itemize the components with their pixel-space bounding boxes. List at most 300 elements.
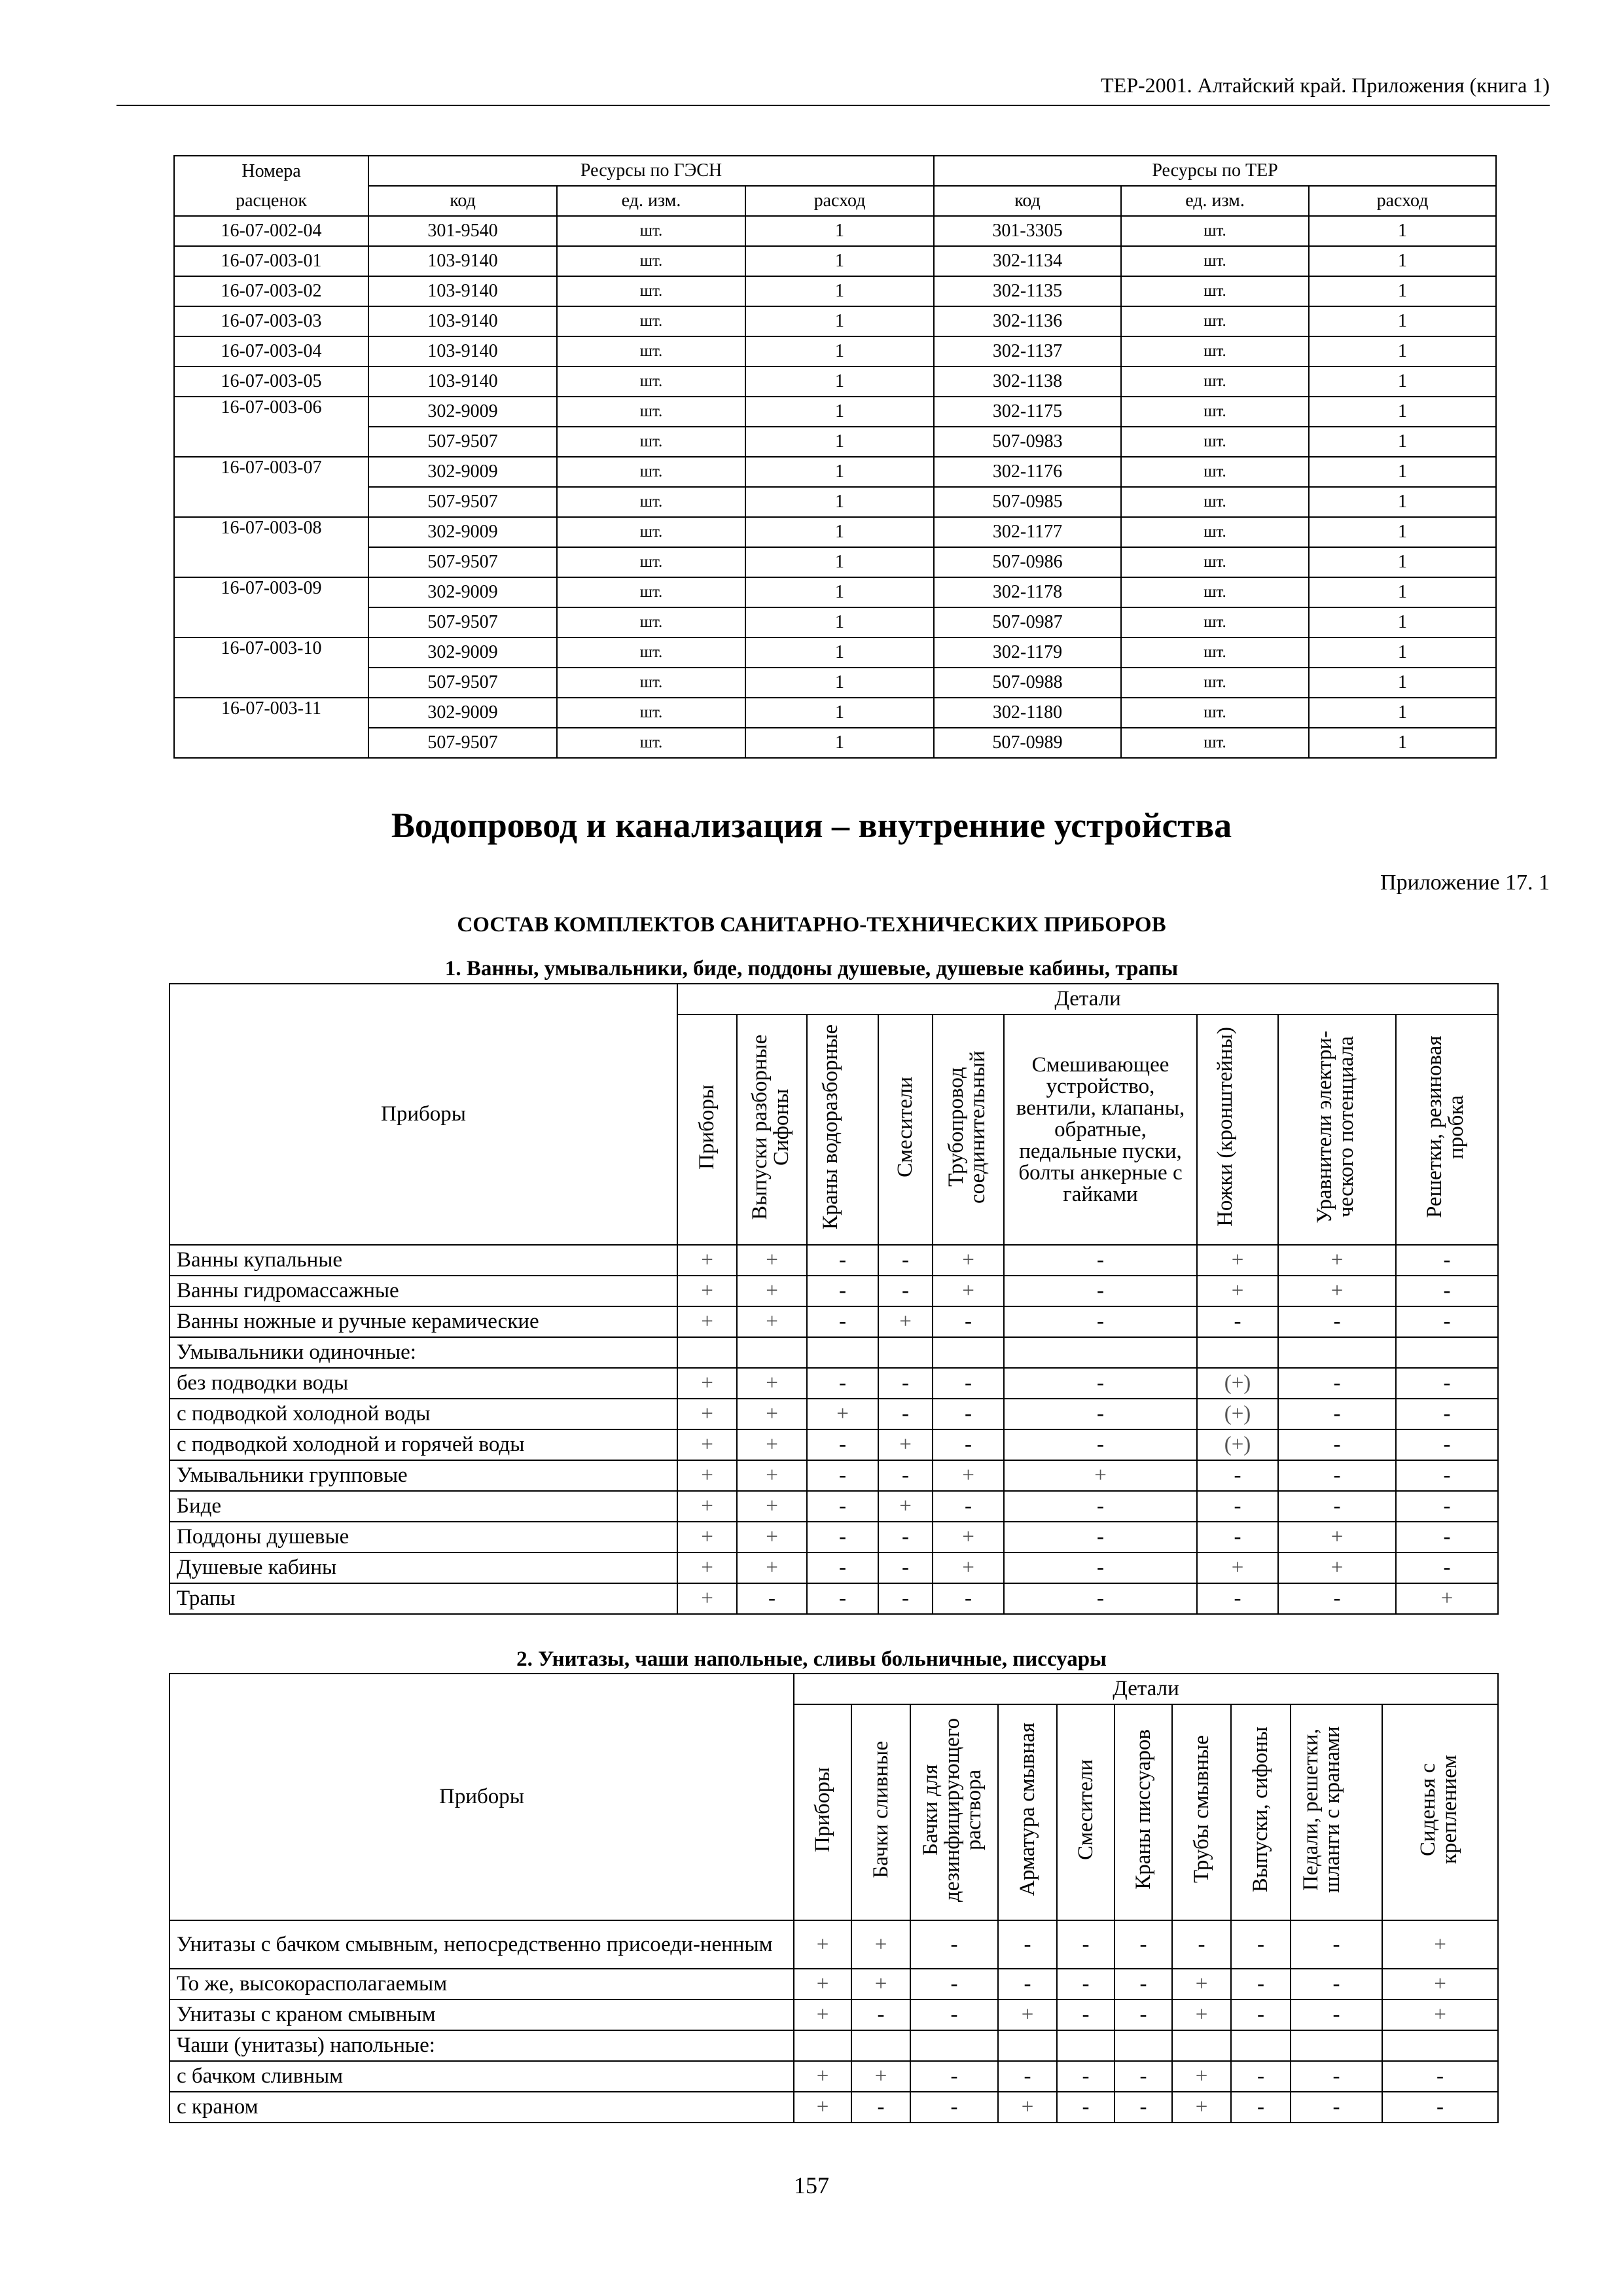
rate-number: 16-07-003-09 <box>174 577 368 637</box>
table-row <box>174 668 1496 698</box>
rate-number: 16-07-003-02 <box>174 276 368 306</box>
gesn-code: 302-9009 <box>368 698 557 728</box>
component-mark: - <box>910 2061 998 2092</box>
rate-number: 16-07-003-10 <box>174 637 368 698</box>
component-mark: + <box>794 2061 851 2092</box>
ter-code: 302-1178 <box>934 577 1121 607</box>
ter-unit: шт. <box>1121 306 1309 336</box>
component-mark: - <box>1278 1399 1396 1429</box>
header-rule <box>116 105 1550 106</box>
ter-code: 507-0989 <box>934 728 1121 758</box>
gesn-amount: 1 <box>745 668 934 698</box>
ter-code: 302-1137 <box>934 336 1121 367</box>
component-mark: + <box>794 2000 851 2030</box>
gesn-amount: 1 <box>745 427 934 457</box>
ter-unit: шт. <box>1121 698 1309 728</box>
component-mark: - <box>910 2000 998 2030</box>
gesn-code: 507-9507 <box>368 427 557 457</box>
fixture-name: с краном <box>169 2092 794 2123</box>
component-mark: + <box>677 1245 737 1276</box>
table-row <box>174 276 1496 306</box>
table-2-subtitle: 1. Ванны, умывальники, биде, поддоны душевые, душевые кабины, трапы <box>444 957 1179 980</box>
column-header: Бачки для дезинфицирующего раствора <box>910 1704 998 1920</box>
column-header: Выпуски разборные Сифоны <box>737 1014 807 1245</box>
ter-unit: шт. <box>1121 336 1309 367</box>
component-mark: - <box>1197 1522 1278 1552</box>
table-row <box>174 427 1496 457</box>
gesn-amount: 1 <box>745 517 934 547</box>
table-row <box>169 1337 1498 1368</box>
column-header: Решетки, резиновая пробка <box>1396 1014 1498 1245</box>
component-mark: - <box>1197 1306 1278 1337</box>
ter-code: 507-0988 <box>934 668 1121 698</box>
component-mark: - <box>1396 1245 1498 1276</box>
table-row <box>169 2030 1498 2061</box>
component-mark <box>998 2030 1057 2061</box>
header-ter: Ресурсы по ТЕР <box>934 156 1496 186</box>
rate-number: 16-07-003-01 <box>174 246 368 276</box>
fixture-name: с подводкой холодной и горячей воды <box>169 1429 677 1460</box>
fixture-name: с бачком сливным <box>169 2061 794 2092</box>
column-header: Сиденья с креплением <box>1382 1704 1498 1920</box>
component-mark: - <box>851 2092 910 2123</box>
table-row <box>174 216 1496 246</box>
gesn-unit: шт. <box>557 457 745 487</box>
component-mark: - <box>910 1969 998 2000</box>
gesn-unit: шт. <box>557 547 745 577</box>
component-mark: + <box>933 1460 1004 1491</box>
fixture-name: Поддоны душевые <box>169 1522 677 1552</box>
component-mark: + <box>878 1306 933 1337</box>
component-mark: + <box>1172 2061 1231 2092</box>
component-mark: - <box>878 1245 933 1276</box>
gesn-amount: 1 <box>745 577 934 607</box>
gesn-code: 103-9140 <box>368 246 557 276</box>
component-mark: + <box>737 1368 807 1399</box>
component-mark: + <box>737 1522 807 1552</box>
composition-title: СОСТАВ КОМПЛЕКТОВ САНИТАРНО-ТЕХНИЧЕСКИХ ПРИБОРОВ <box>457 913 1166 937</box>
rate-number: 16-07-003-05 <box>174 367 368 397</box>
component-mark: + <box>933 1552 1004 1583</box>
ter-amount: 1 <box>1309 457 1496 487</box>
ter-unit: шт. <box>1121 246 1309 276</box>
gesn-code: 302-9009 <box>368 517 557 547</box>
table-row <box>169 1276 1498 1306</box>
gesn-code: 507-9507 <box>368 728 557 758</box>
component-mark: - <box>1004 1552 1197 1583</box>
fixture-name: Умывальники групповые <box>169 1460 677 1491</box>
component-mark: - <box>807 1491 878 1522</box>
component-mark: - <box>933 1368 1004 1399</box>
gesn-unit: шт. <box>557 698 745 728</box>
table-row <box>174 487 1496 517</box>
page-number: 157 <box>794 2172 829 2198</box>
component-mark: - <box>878 1552 933 1583</box>
component-mark: - <box>1057 2061 1115 2092</box>
ter-amount: 1 <box>1309 276 1496 306</box>
ter-amount: 1 <box>1309 367 1496 397</box>
gesn-unit: шт. <box>557 336 745 367</box>
component-mark: - <box>807 1245 878 1276</box>
details-header: Детали <box>794 1674 1498 1704</box>
ter-code: 507-0983 <box>934 427 1121 457</box>
component-mark: - <box>807 1429 878 1460</box>
component-mark: + <box>737 1276 807 1306</box>
gesn-code: 103-9140 <box>368 306 557 336</box>
column-header: Краны водоразборные <box>807 1014 878 1245</box>
table-row <box>169 1552 1498 1583</box>
component-mark: + <box>737 1399 807 1429</box>
gesn-code: 302-9009 <box>368 577 557 607</box>
header-gesn-amount: расход <box>745 186 934 216</box>
header-gesn: Ресурсы по ГЭСН <box>368 156 934 186</box>
gesn-amount: 1 <box>745 607 934 637</box>
component-mark: + <box>737 1306 807 1337</box>
ter-code: 302-1179 <box>934 637 1121 668</box>
header-number-1: Номера <box>174 156 368 186</box>
table-row <box>169 1306 1498 1337</box>
table-row <box>174 577 1496 607</box>
ter-code: 302-1138 <box>934 367 1121 397</box>
gesn-amount: 1 <box>745 306 934 336</box>
running-header: ТЕР-2001. Алтайский край. Приложения (книга 1) <box>1101 73 1550 97</box>
gesn-amount: 1 <box>745 457 934 487</box>
ter-unit: шт. <box>1121 216 1309 246</box>
ter-unit: шт. <box>1121 367 1309 397</box>
component-mark: - <box>1396 1276 1498 1306</box>
gesn-amount: 1 <box>745 336 934 367</box>
component-mark: - <box>807 1306 878 1337</box>
pribory-header: Приборы <box>169 984 677 1245</box>
gesn-unit: шт. <box>557 517 745 547</box>
section-title: Водопровод и канализация – внутренние устройства <box>391 806 1232 845</box>
ter-amount: 1 <box>1309 547 1496 577</box>
component-mark: + <box>851 1969 910 2000</box>
gesn-amount: 1 <box>745 698 934 728</box>
component-mark: - <box>878 1522 933 1552</box>
component-mark: - <box>1291 1920 1382 1969</box>
rate-number: 16-07-003-07 <box>174 457 368 517</box>
component-mark: - <box>933 1491 1004 1522</box>
gesn-unit: шт. <box>557 668 745 698</box>
table-row <box>169 1522 1498 1552</box>
component-mark: + <box>1172 2000 1231 2030</box>
gesn-unit: шт. <box>557 487 745 517</box>
component-mark: + <box>677 1276 737 1306</box>
rate-number: 16-07-003-08 <box>174 517 368 577</box>
component-mark: (+) <box>1197 1399 1278 1429</box>
ter-unit: шт. <box>1121 487 1309 517</box>
ter-amount: 1 <box>1309 577 1496 607</box>
appendix-label: Приложение 17. 1 <box>1380 870 1550 895</box>
ter-unit: шт. <box>1121 397 1309 427</box>
fixture-name: Унитазы с бачком смывным, непосредственно присоеди-ненным <box>169 1920 794 1969</box>
component-mark <box>1396 1337 1498 1368</box>
component-mark: - <box>878 1583 933 1614</box>
component-mark <box>910 2030 998 2061</box>
component-mark: - <box>1278 1583 1396 1614</box>
component-mark: - <box>851 2000 910 2030</box>
column-header: Смесители <box>1057 1704 1115 1920</box>
gesn-amount: 1 <box>745 547 934 577</box>
component-mark: + <box>677 1399 737 1429</box>
ter-code: 302-1175 <box>934 397 1121 427</box>
component-mark: + <box>933 1276 1004 1306</box>
column-header: Ножки (кронштейны) <box>1197 1014 1278 1245</box>
table-row <box>169 1969 1498 2000</box>
table-row <box>169 1245 1498 1276</box>
ter-code: 507-0987 <box>934 607 1121 637</box>
ter-unit: шт. <box>1121 276 1309 306</box>
table-row <box>174 517 1496 547</box>
table-row <box>174 607 1496 637</box>
fixture-name: То же, высокорасполагаемым <box>169 1969 794 2000</box>
component-mark: - <box>1197 1460 1278 1491</box>
ter-unit: шт. <box>1121 457 1309 487</box>
component-mark <box>1115 2030 1172 2061</box>
fixture-name: без подводки воды <box>169 1368 677 1399</box>
component-mark: - <box>1231 1969 1291 2000</box>
component-mark: - <box>1115 1969 1172 2000</box>
component-mark <box>1291 2030 1382 2061</box>
ter-code: 302-1135 <box>934 276 1121 306</box>
component-mark: - <box>1396 1429 1498 1460</box>
ter-amount: 1 <box>1309 728 1496 758</box>
component-mark: + <box>1382 1920 1498 1969</box>
component-mark: - <box>1004 1491 1197 1522</box>
component-mark: + <box>878 1429 933 1460</box>
header-ter-code: код <box>934 186 1121 216</box>
fixture-name: Чаши (унитазы) напольные: <box>169 2030 794 2061</box>
rate-number: 16-07-003-04 <box>174 336 368 367</box>
gesn-code: 302-9009 <box>368 637 557 668</box>
component-mark: + <box>1197 1276 1278 1306</box>
component-mark: + <box>998 2000 1057 2030</box>
component-mark: - <box>878 1460 933 1491</box>
fixture-name: с подводкой холодной воды <box>169 1399 677 1429</box>
component-mark: + <box>1396 1583 1498 1614</box>
component-mark: - <box>1231 2000 1291 2030</box>
rate-number: 16-07-003-03 <box>174 306 368 336</box>
ter-code: 302-1177 <box>934 517 1121 547</box>
ter-code: 507-0985 <box>934 487 1121 517</box>
component-mark: - <box>933 1399 1004 1429</box>
fixture-name: Душевые кабины <box>169 1552 677 1583</box>
ter-unit: шт. <box>1121 607 1309 637</box>
component-mark: + <box>677 1522 737 1552</box>
gesn-code: 103-9140 <box>368 367 557 397</box>
gesn-unit: шт. <box>557 276 745 306</box>
gesn-unit: шт. <box>557 577 745 607</box>
component-mark: - <box>1115 1920 1172 1969</box>
component-mark <box>1172 2030 1231 2061</box>
component-mark: + <box>677 1368 737 1399</box>
component-mark: - <box>1291 1969 1382 2000</box>
component-mark: - <box>1197 1491 1278 1522</box>
component-mark: - <box>1115 2000 1172 2030</box>
column-header: Педали, решетки, шланги с кранами <box>1291 1704 1382 1920</box>
resource-mapping-table <box>173 155 1497 759</box>
component-mark <box>1197 1337 1278 1368</box>
component-mark: - <box>1004 1276 1197 1306</box>
gesn-unit: шт. <box>557 607 745 637</box>
component-mark: - <box>1291 2061 1382 2092</box>
bath-fixtures-table <box>169 983 1499 1615</box>
component-mark: - <box>933 1583 1004 1614</box>
table-row <box>174 457 1496 487</box>
component-mark: + <box>933 1245 1004 1276</box>
ter-amount: 1 <box>1309 607 1496 637</box>
component-mark: + <box>1382 1969 1498 2000</box>
table-row <box>169 1368 1498 1399</box>
gesn-code: 302-9009 <box>368 397 557 427</box>
table-row <box>169 2061 1498 2092</box>
component-mark <box>677 1337 737 1368</box>
component-mark: - <box>807 1276 878 1306</box>
component-mark: + <box>1278 1276 1396 1306</box>
component-mark: + <box>1278 1552 1396 1583</box>
table-row <box>169 2000 1498 2030</box>
column-header: Уравнители электри-ческого потенциала <box>1278 1014 1396 1245</box>
component-mark: - <box>933 1306 1004 1337</box>
header-number-2: расценок <box>174 186 368 216</box>
component-mark <box>851 2030 910 2061</box>
table-row <box>169 1460 1498 1491</box>
gesn-code: 103-9140 <box>368 336 557 367</box>
component-mark: - <box>1057 1969 1115 2000</box>
fixture-name: Трапы <box>169 1583 677 1614</box>
component-mark <box>1057 2030 1115 2061</box>
gesn-unit: шт. <box>557 728 745 758</box>
column-header: Бачки сливные <box>851 1704 910 1920</box>
component-mark: + <box>807 1399 878 1429</box>
component-mark: - <box>1231 2061 1291 2092</box>
component-mark: - <box>1004 1522 1197 1552</box>
table-row <box>169 1920 1498 1969</box>
component-mark: - <box>737 1583 807 1614</box>
component-mark <box>794 2030 851 2061</box>
component-mark: + <box>851 1920 910 1969</box>
gesn-amount: 1 <box>745 487 934 517</box>
component-mark: + <box>1172 2092 1231 2123</box>
component-mark: + <box>677 1491 737 1522</box>
component-mark: - <box>1004 1429 1197 1460</box>
component-mark: - <box>1278 1306 1396 1337</box>
gesn-code: 507-9507 <box>368 668 557 698</box>
gesn-unit: шт. <box>557 637 745 668</box>
table-row <box>174 728 1496 758</box>
ter-amount: 1 <box>1309 668 1496 698</box>
column-header: Краны писсуаров <box>1115 1704 1172 1920</box>
component-mark: - <box>1057 2000 1115 2030</box>
component-mark: + <box>677 1429 737 1460</box>
component-mark: - <box>1278 1460 1396 1491</box>
ter-code: 302-1180 <box>934 698 1121 728</box>
component-mark: - <box>910 1920 998 1969</box>
component-mark: - <box>807 1368 878 1399</box>
component-mark: - <box>1382 2061 1498 2092</box>
ter-unit: шт. <box>1121 637 1309 668</box>
fixture-name: Ванны купальные <box>169 1245 677 1276</box>
component-mark: + <box>794 2092 851 2123</box>
component-mark: - <box>1396 1368 1498 1399</box>
component-mark: + <box>933 1522 1004 1552</box>
table-row <box>169 1429 1498 1460</box>
gesn-code: 302-9009 <box>368 457 557 487</box>
column-header: Смешивающее устройство, вентили, клапаны, обратные, педальные пуски, болты анкерные с гайками <box>1004 1014 1197 1245</box>
component-mark: + <box>737 1245 807 1276</box>
ter-amount: 1 <box>1309 517 1496 547</box>
component-mark: - <box>1115 2061 1172 2092</box>
component-mark: - <box>1004 1583 1197 1614</box>
component-mark <box>1382 2030 1498 2061</box>
component-mark: - <box>998 1920 1057 1969</box>
gesn-code: 507-9507 <box>368 487 557 517</box>
column-header: Смесители <box>878 1014 933 1245</box>
table-row <box>174 336 1496 367</box>
component-mark: - <box>807 1583 878 1614</box>
component-mark: - <box>1278 1491 1396 1522</box>
ter-unit: шт. <box>1121 427 1309 457</box>
component-mark: - <box>1382 2092 1498 2123</box>
component-mark: - <box>878 1399 933 1429</box>
ter-code: 302-1134 <box>934 246 1121 276</box>
component-mark: + <box>737 1491 807 1522</box>
component-mark: - <box>933 1429 1004 1460</box>
gesn-amount: 1 <box>745 246 934 276</box>
component-mark: - <box>1197 1583 1278 1614</box>
column-header: Приборы <box>794 1704 851 1920</box>
table-row <box>169 1583 1498 1614</box>
component-mark: - <box>807 1552 878 1583</box>
gesn-amount: 1 <box>745 367 934 397</box>
component-mark: (+) <box>1197 1429 1278 1460</box>
pribory-header: Приборы <box>169 1674 794 1920</box>
component-mark: + <box>1004 1460 1197 1491</box>
ter-unit: шт. <box>1121 577 1309 607</box>
component-mark: - <box>1057 1920 1115 1969</box>
gesn-amount: 1 <box>745 728 934 758</box>
header-ter-unit: ед. изм. <box>1121 186 1309 216</box>
fixture-name: Умывальники одиночные: <box>169 1337 677 1368</box>
gesn-amount: 1 <box>745 397 934 427</box>
component-mark: - <box>1291 2092 1382 2123</box>
component-mark: - <box>998 1969 1057 2000</box>
component-mark: - <box>1396 1552 1498 1583</box>
component-mark <box>1004 1337 1197 1368</box>
component-mark: - <box>878 1368 933 1399</box>
rate-number: 16-07-002-04 <box>174 216 368 246</box>
component-mark: - <box>807 1460 878 1491</box>
fixture-name: Биде <box>169 1491 677 1522</box>
component-mark: + <box>677 1583 737 1614</box>
component-mark <box>1231 2030 1291 2061</box>
component-mark: + <box>998 2092 1057 2123</box>
ter-amount: 1 <box>1309 336 1496 367</box>
ter-amount: 1 <box>1309 246 1496 276</box>
component-mark: - <box>1396 1399 1498 1429</box>
component-mark: - <box>1278 1368 1396 1399</box>
ter-amount: 1 <box>1309 427 1496 457</box>
component-mark: - <box>1231 2092 1291 2123</box>
component-mark: + <box>737 1552 807 1583</box>
ter-amount: 1 <box>1309 397 1496 427</box>
component-mark: + <box>677 1306 737 1337</box>
table-3-subtitle: 2. Унитазы, чаши напольные, сливы больничные, писсуары <box>516 1647 1107 1671</box>
gesn-code: 507-9507 <box>368 547 557 577</box>
ter-code: 302-1136 <box>934 306 1121 336</box>
table-row <box>169 1399 1498 1429</box>
